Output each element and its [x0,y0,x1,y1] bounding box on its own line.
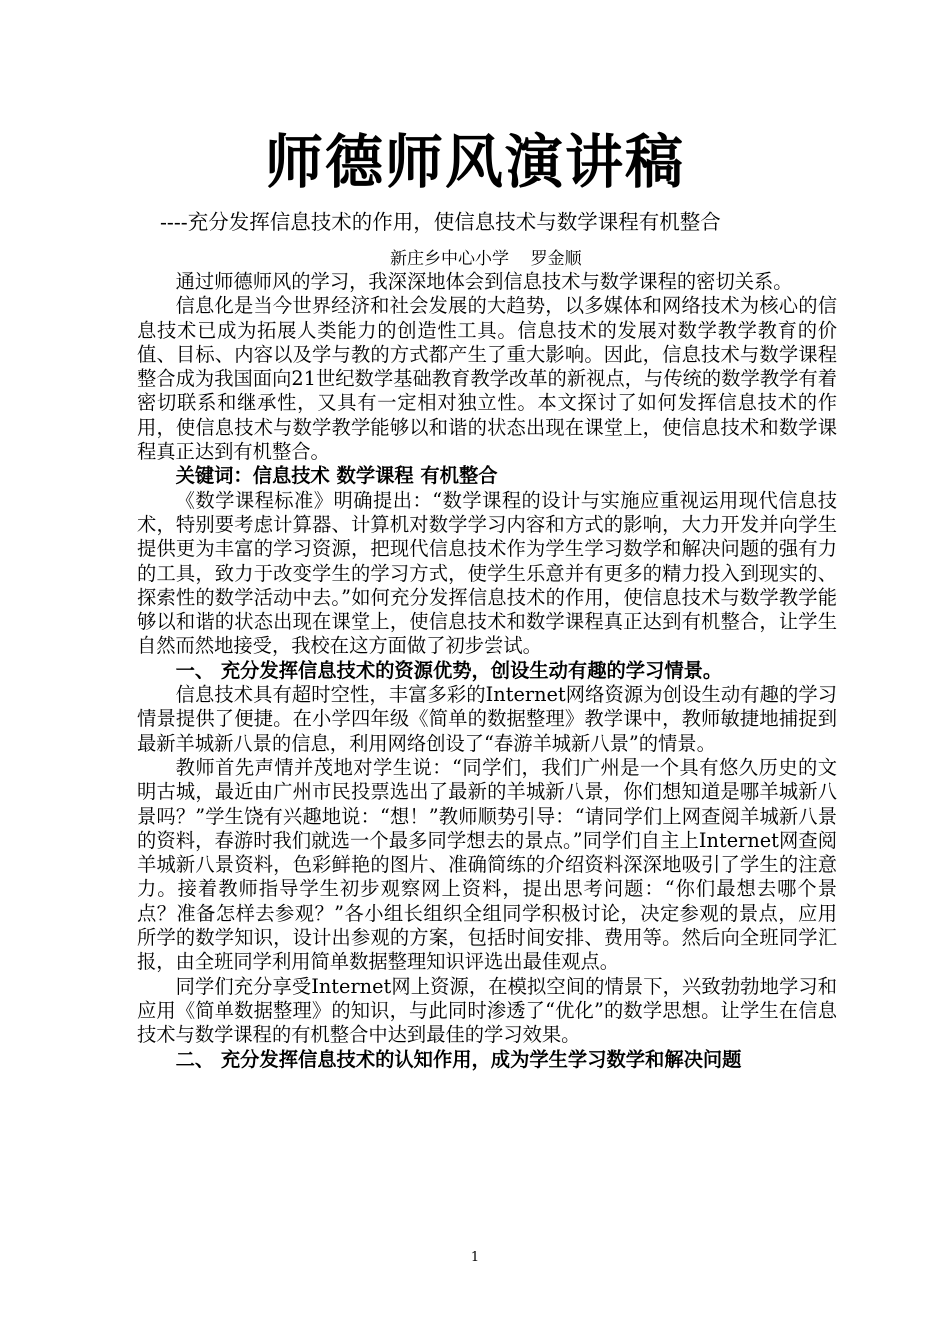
body-paragraph: 《数学课程标准》明确提出：“数学课程的设计与实施应重视运用现代信息技术，特别要考虑计算器、计算机对数学学习内容和方式的影响，大力开发并向学生提供更为丰富的学习资源，把现代信息技术作为学生学习数学和解决问题的强有力的工具，致力于改变学生的学习方式，使学生乐意并有更多的精力投入到现实的、探索性的数学活动中去。”如何充分发挥信息技术的作用，使信息技术与数学教学能够以和谐的状态出现在课堂上，使信息技术和数学课程真正达到有机整合，让学生自然而然地接受，我校在这方面做了初步尝试。 [137,488,837,658]
section-heading-2: 二、 充分发挥信息技术的认知作用，成为学生学习数学和解决问题 [175,1047,742,1071]
intro-paragraph: 通过师德师风的学习，我深深地体会到信息技术与数学课程的密切关系。 [175,270,793,293]
body-paragraph: 教师首先声情并茂地对学生说：“同学们，我们广州是一个具有悠久历史的文明古城，最近由广州市民投票选出了最新的羊城新八景，你们想知道是哪羊城新八景吗？”学生饶有兴趣地说：“想！”教师顺势引导：“请同学们上网查阅羊城新八景的资料，春游时我们就选一个最多同学想去的景点。”同学们自主上Internet网查阅羊城新八景资料，色彩鲜艳的图片、准确简练的介绍资料深深地吸引了学生的注意力。接着教师指导学生初步观察网上资料，提出思考问题：“你们最想去哪个景点？准备怎样去参观？”各小组长组织全组同学积极讨论，决定参观的景点，应用所学的数学知识，设计出参观的方案，包括时间安排、费用等。然后向全班同学汇报，由全班同学利用简单数据整理知识评选出最佳观点。 [137,755,837,974]
document-title: 师德师风演讲稿 [264,128,685,196]
keywords-line: 关键词：信息技术 数学课程 有机整合 [175,464,498,488]
author-line: 新庄乡中心小学 罗金顺 [390,249,582,269]
body-paragraph: 信息化是当今世界经济和社会发展的大趋势，以多媒体和网络技术为核心的信息技术已成为拓展人类能力的创造性工具。信息技术的发展对数学教学教育的价值、目标、内容以及学与教的方式都产生了重大影响。因此，信息技术与数学课程整合成为我国面向21世纪数学基础教育教学改革的新视点，与传统的数学教学有着密切联系和继承性，又具有一定相对独立性。本文探讨了如何发挥信息技术的作用，使信息技术与数学教学能够以和谐的状态出现在课堂上，使信息技术和数学课程真正达到有机整合。 [137,294,837,464]
document-body [137,270,837,1072]
body-paragraph: 信息技术具有超时空性，丰富多彩的Internet网络资源为创设生动有趣的学习情景提供了便捷。在小学四年级《简单的数据整理》教学课中，教师敏捷地捕捉到最新羊城新八景的信息，利用网络创设了“春游羊城新八景”的情景。 [137,683,837,755]
section-heading-1: 一、 充分发挥信息技术的资源优势，创设生动有趣的学习情景。 [175,658,723,682]
document-subtitle: ----充分发挥信息技术的作用，使信息技术与数学课程有机整合 [160,210,721,234]
page-number: 1 [470,1250,480,1265]
body-paragraph: 同学们充分享受Internet网上资源，在模拟空间的情景下，兴致勃勃地学习和应用《简单数据整理》的知识，与此同时渗透了“优化”的数学思想。让学生在信息技术与数学课程的有机整合中达到最佳的学习效果。 [137,974,837,1047]
